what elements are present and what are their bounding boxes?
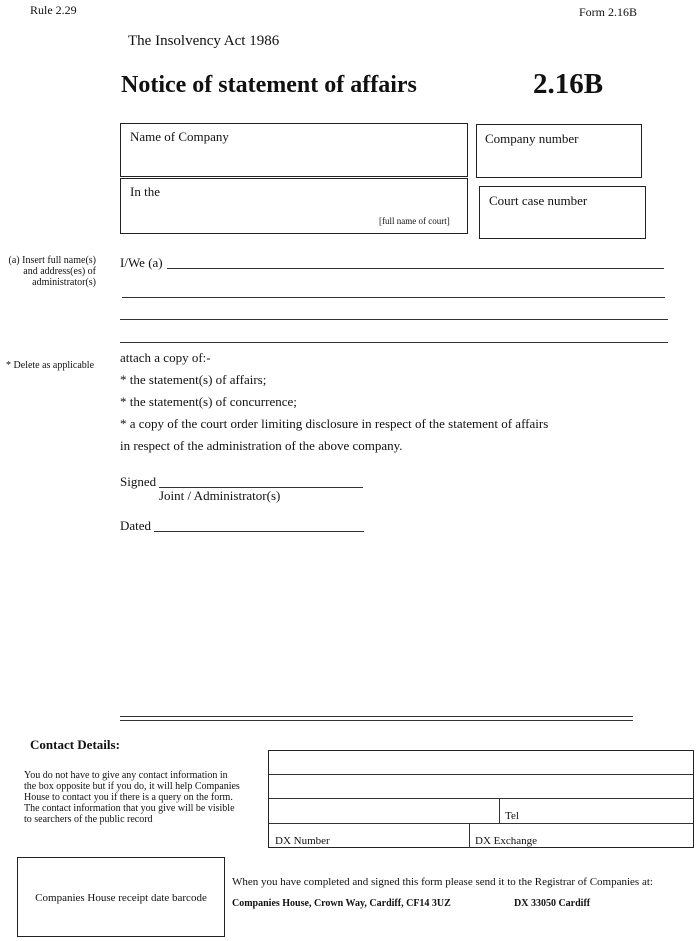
dx-number-label: DX Number xyxy=(275,835,330,847)
insert-names-note: (a) Insert full name(s) and address(es) of administrator(s) xyxy=(8,255,96,288)
dx-exchange-label: DX Exchange xyxy=(475,835,538,847)
tel-divider xyxy=(499,798,500,823)
court-full-name-note: [full name of court] xyxy=(379,216,450,226)
rule-number: Rule 2.29 xyxy=(30,3,77,17)
iwe-label: I/We (a) xyxy=(120,255,163,270)
separator-bottom xyxy=(120,720,633,721)
delete-note: * Delete as applicable xyxy=(6,360,95,371)
court-case-number-field[interactable] xyxy=(479,186,646,239)
dx-divider xyxy=(469,823,470,848)
contact-row-divider-1 xyxy=(269,774,693,775)
item-court-order: * a copy of the court order limiting disclosure in respect of the statement of affairs xyxy=(120,416,549,431)
tel-label: Tel xyxy=(505,810,519,822)
contact-row-divider-2 xyxy=(269,798,693,799)
respect-text: in respect of the administration of the above company. xyxy=(120,438,403,453)
contact-row-divider-3 xyxy=(269,823,693,824)
court-in-label: In the xyxy=(130,184,160,199)
name-line-4[interactable] xyxy=(120,342,668,343)
company-name-field[interactable] xyxy=(120,123,468,177)
registrar-dx: DX 33050 Cardiff xyxy=(514,898,591,909)
contact-text: You do not have to give any contact information in the box opposite but if you do, it will help Companies House to contact you if there is a query on the form. The contact information that you give will be visible to searchers of the public record xyxy=(24,770,240,825)
dated-label: Dated xyxy=(120,518,152,533)
contact-box xyxy=(268,750,694,848)
form-reference: Form 2.16B xyxy=(579,5,638,19)
company-number-label: Company number xyxy=(485,131,579,146)
form-number: 2.16B xyxy=(533,68,604,100)
signed-label: Signed xyxy=(120,474,157,489)
court-case-number-label: Court case number xyxy=(489,193,588,208)
item-statement-of-affairs: * the statement(s) of affairs; xyxy=(120,372,267,387)
barcode-label: Companies House receipt date barcode xyxy=(35,892,207,904)
send-instructions: When you have completed and signed this form please send it to the Registrar of Companies at: xyxy=(232,876,653,888)
company-name-label: Name of Company xyxy=(130,129,229,144)
item-statement-of-concurrence: * the statement(s) of concurrence; xyxy=(120,394,297,409)
company-number-field[interactable] xyxy=(476,124,642,178)
separator-top xyxy=(120,716,633,717)
act-title: The Insolvency Act 1986 xyxy=(128,33,280,49)
signed-role: Joint / Administrator(s) xyxy=(159,488,281,503)
name-line-3[interactable] xyxy=(120,319,668,320)
contact-heading: Contact Details: xyxy=(30,737,120,752)
page-title: Notice of statement of affairs xyxy=(121,72,417,98)
attach-text: attach a copy of:- xyxy=(120,350,211,365)
name-line-1[interactable] xyxy=(167,268,664,269)
barcode-box xyxy=(17,857,225,937)
registrar-address: Companies House, Crown Way, Cardiff, CF14 3UZ xyxy=(232,898,451,909)
court-name-field[interactable] xyxy=(120,178,468,234)
name-line-2[interactable] xyxy=(122,297,665,298)
date-line[interactable] xyxy=(154,531,364,532)
